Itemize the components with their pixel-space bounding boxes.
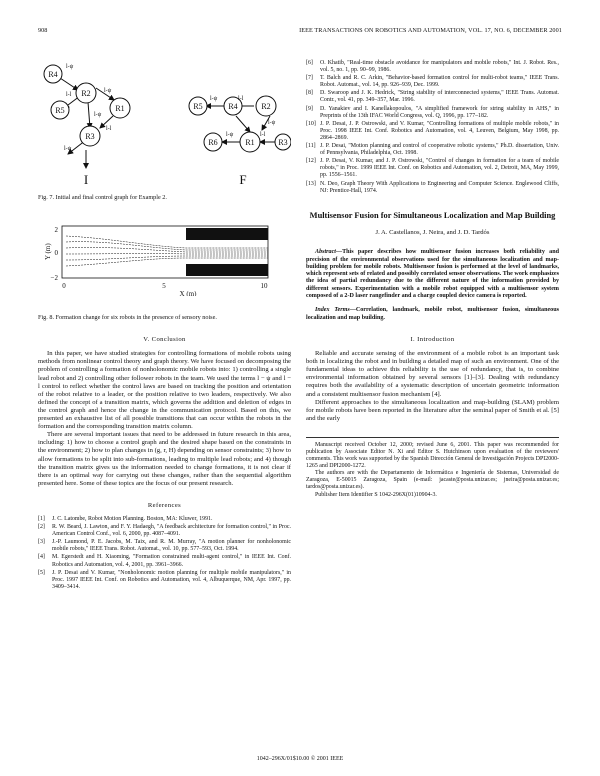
intro-paragraph: Different approaches to the simultaneous localization and map-building (SLAM) problem for mobile robots have been reported in the literature after the seminal paper of Smith et al. [5] and the early: [306, 398, 559, 422]
edge-label: l-ψ: [268, 120, 276, 126]
abstract-label: Abstract—: [315, 249, 343, 256]
x-tick-label: 5: [162, 282, 166, 291]
edge-label: l-ψ: [104, 88, 112, 94]
control-graph-figure: [38, 58, 291, 188]
node-label: R1: [115, 104, 125, 113]
node-label: R3: [278, 138, 288, 147]
formation-plot: [38, 220, 291, 296]
copyright-footer: 1042–296X/01$10.00 © 2001 IEEE: [256, 756, 344, 762]
reference-item: [11] J. P. Desai, "Motion planning and control of cooperative robotic systems," Ph.D. dissertation, Univ. of Pennsylvania, Philadelphia, Oct. 1998.: [306, 143, 559, 157]
conclusion-paragraph: There are several important issues that need to be addressed in future research in this area, including: 1) how to choose a control graph and the desired shape based on the constraints in the environment; 2) how to plan changes in (g, r, H) depending on sensor constraints; 3) how to allow formations to be split into sub-formations, leading to multiple lead robots; and 4) though the transition matrix gives us the information needed to change formations, it is not clear if there is an optimal way for carrying out these changes, rather than the sequential algorithm presented here. Some of these topics are the focus of our present research.: [38, 431, 291, 487]
edge-label: l-ψ: [210, 96, 218, 102]
node-label: R4: [48, 70, 58, 79]
reference-item: [12] J. P. Desai, V. Kumar, and J. P. Ostrowski, "Control of changes in formation for a team of mobile robots," in Proc. 1999 IEEE Int. Conf. on Robotics and Automation, vol. 2, Detroit, MA, May 1999, pp. 1556–1561.: [306, 158, 559, 179]
y-tick-label: −2: [50, 274, 58, 283]
node-label: R3: [85, 132, 95, 141]
reference-link[interactable]: J. C. Latombe, Robot Motion Planning. Boston, MA: Kluwer, 1991.: [52, 515, 213, 522]
reference-link[interactable]: M. Egerstedt and H. Xiaoming, "Formation constrained multi-agent control," in IEEE Int. Conf. Robotics and Automation, vol. 4, 2001, pp. 3961–3966.: [52, 554, 291, 568]
reference-item: [9] D. Yanakiev and I. Kanellakopoulos, "A simplified framework for string stability in AHS," in Preprints of the 13th IFAC World Congress, vol. Q, 1996, pp. 177–182.: [306, 105, 559, 119]
reference-item: [2] R. W. Beard, J. Lawton, and F. Y. Hadaegh, "A feedback architecture for formation control," in Proc. American Control Conf., vol. 6, 2000, pp. 4087–4091.: [38, 524, 291, 538]
node-label: R2: [261, 102, 271, 111]
reference-link[interactable]: D. Yanakiev and I. Kanellakopoulos, "A simplified framework for string stability in AHS," in Preprints of the 13th IFAC World Congress, vol. Q, 1996, pp. 177–182.: [320, 105, 559, 119]
index-terms-label: Index Terms—: [315, 307, 356, 314]
reference-link[interactable]: J. P. Desai, J. P. Ostrowski, and V. Kumar, "Controlling formations of multiple mobile robots," in Proc. 1998 IEEE Int. Conf. Robotics and Automation, vol. 4, Leuven, Belgium, May 1998, pp. 2864–2869.: [320, 120, 559, 141]
introduction-heading: I. Introduction: [410, 335, 455, 343]
node-label: R1: [245, 138, 255, 147]
edge-label: l-ψ: [64, 146, 72, 152]
reference-list-right: [306, 60, 559, 195]
x-tick-label: 10: [260, 282, 268, 291]
reference-item: [3] J.-P. Laumond, P. E. Jacobs, M. Taix, and R. M. Murray, "A motion planner for nonholonomic mobile robots," IEEE Trans. Robot. Automat., vol. 10, pp. 577–593, Oct. 1994.: [38, 539, 291, 553]
reference-link[interactable]: R. W. Beard, J. Lawton, and F. Y. Hadaegh, "A feedback architecture for formation control," in Proc. American Control Conf., vol. 6, 2000, pp. 4087–4091.: [52, 524, 291, 538]
reference-link[interactable]: T. Balch and R. C. Arkin, "Behavior-based formation control for multi-robot teams," IEEE Trans. Robot. Automat., vol. 14, pp. 926–939, Dec. 1999.: [320, 75, 559, 89]
edge-label: l-ψ: [94, 112, 102, 118]
paper-authors: J. A. Castellanos, J. Neira, and J. D. Tardós: [375, 229, 490, 237]
page-number: 908: [38, 27, 48, 34]
paper-title: Multisensor Fusion for Simultaneous Localization and Map Building: [309, 210, 556, 220]
edge-label: l-l: [106, 126, 112, 132]
reference-item: [13] N. Deo, Graph Theory With Applications to Engineering and Computer Science. Englewood Cliffs, NJ: Prentice-Hall, 1974.: [306, 180, 559, 194]
final-graph-label: F: [239, 172, 247, 187]
left-column: [38, 58, 291, 592]
node-label: R4: [228, 102, 238, 111]
reference-item: [6] O. Khatib, "Real-time obstacle avoidance for manipulators and mobile robots," Int. J. Robot. Res., vol. 5, no. 1, pp. 90–99, 1986.: [306, 60, 559, 74]
conclusion-paragraph: In this paper, we have studied strategies for controlling formations of mobile robots using methods from nonlinear control theory and graph theory. We have focused on decomposing the problem of controlling a formation of nonholonomic mobile robots into: 1) controlling a single lead robot and 2) controlling other follower robots in the team. We used the terms l − ψ and l − l control to reflect whether the control laws are based on tracking the position and orientation of the robot relative to a leader, or the position relative to two leaders, respectively. We also defined the concept of a transition matrix, which governs the addition and deletion of edges in the control graph and hence the change in the communication protocol. Based on this, we presented an exhaustive list of all possible transitions that can occur within the robots in the formation and the corresponding transition matrix column.: [38, 350, 291, 431]
manuscript-note: The authors are with the Departamento de Informática e Ingeniería de Sistemas, Universidad de Zaragoza, E-50015 Zaragoza, Spain (e-mail: jacaste@posta.unizar.es; jneira@posta.unizar.es; tardos@posta.unizar.es).: [306, 470, 559, 491]
intro-paragraph: Reliable and accurate sensing of the environment of a mobile robot is an important task both in localizing the robot and in building a detailed map of such an environment. One of the fundamental ideas to achieve this reliability is the use of redundancy, that is, to combine environmental information obtained by several sensors [1]–[3]. Dealing with redundancy requires both the availability of a systematic description of uncertain geometric information and a consistent multisensor fusion mechanism [4].: [306, 350, 559, 398]
reference-item: [8] D. Swaroop and J. K. Hedrick, "String stability of interconnected systems," IEEE Trans. Automat. Contr., vol. 41, pp. 349–357, Mar. 1996.: [306, 90, 559, 104]
reference-link[interactable]: J. P. Desai, V. Kumar, and J. P. Ostrowski, "Control of changes in formation for a team of mobile robots," in Proc. 1999 IEEE Int. Conf. on Robotics and Automation, vol. 2, Detroit, MA, May 1999, pp. 1556–1561.: [320, 158, 559, 179]
y-axis-label: Y (m): [44, 243, 52, 261]
index-terms: [306, 307, 559, 322]
abstract-text: This paper describes how multisensor fusion increases both reliability and precision of the environmental observations used for the simultaneous localization and map-building problem for mobile robots. Multisensor fusion is performed at the level of landmarks, which represent sets of related and possibly correlated sensor observations. The work emphasizes the idea of partial redundancy due to the different nature of the information provided by different sensors. Experimentation with a mobile robot equipped with a multisensor system composed of a 2-D laser rangefinder and a charge coupled device camera is reported.: [306, 249, 559, 300]
reference-item: [10] J. P. Desai, J. P. Ostrowski, and V. Kumar, "Controlling formations of multiple mobile robots," in Proc. 1998 IEEE Int. Conf. Robotics and Automation, vol. 4, Leuven, Belgium, May 1998, pp. 2864–2869.: [306, 120, 559, 141]
obstacle-top: [186, 228, 268, 240]
obstacle-bottom: [186, 264, 268, 276]
node-label: R6: [208, 138, 218, 147]
edge-label: l-ψ: [226, 132, 234, 138]
reference-item: [1] J. C. Latombe, Robot Motion Planning. Boston, MA: Kluwer, 1991.: [38, 516, 291, 523]
node-label: R5: [193, 102, 203, 111]
edge-label: l-l: [238, 96, 244, 102]
edge-label: l-l: [66, 92, 72, 98]
figure-8-caption: Fig. 8. Formation change for six robots in the presence of sensory noise.: [38, 314, 217, 322]
reference-link[interactable]: J. P. Desai and V. Kumar, "Nonholonomic motion planning for multiple mobile manipulators," in Proc. 1997 IEEE Int. Conf. on Robotics and Automation, vol. 4, Albuquerque, NM, Apr. 1997, pp. 3409–3414.: [52, 569, 291, 590]
manuscript-note: Publisher Item Identifier S 1042-296X(01)10904-3.: [315, 491, 437, 498]
reference-item: [4] M. Egerstedt and H. Xiaoming, "Formation constrained multi-agent control," in IEEE Int. Conf. Robotics and Automation, vol. 4, 2001, pp. 3961–3966.: [38, 554, 291, 568]
y-tick-label: 0: [54, 249, 58, 258]
manuscript-note: Manuscript received October 12, 2000; revised June 6, 2001. This paper was recommended for publication by Associate Editor N. Xi and Editor S. Hutchinson upon evaluation of the reviewers' comments. This work was supported by the Spanish Dirección General de Investigación Projects DPI2000-1265 and DPI2000-1272.: [306, 441, 559, 470]
figure-8: [38, 220, 291, 308]
manuscript-notes: [306, 437, 559, 499]
reference-item: [7] T. Balch and R. C. Arkin, "Behavior-based formation control for multi-robot teams," IEEE Trans. Robot. Automat., vol. 14, pp. 926–939, Dec. 1999.: [306, 75, 559, 89]
reference-link[interactable]: J.-P. Laumond, P. E. Jacobs, M. Taix, and R. M. Murray, "A motion planner for nonholonomic mobile robots," IEEE Trans. Robot. Automat., vol. 10, pp. 577–593, Oct. 1994.: [52, 539, 291, 553]
running-header: [38, 27, 562, 37]
index-terms-text: Correlation, landmark, mobile robot, multisensor fusion, simultaneous localization and map building.: [306, 307, 559, 321]
figure-7-caption: Fig. 7. Initial and final control graph for Example 2.: [38, 194, 167, 201]
x-axis-label: X (m): [179, 290, 197, 297]
references-heading: References: [147, 501, 182, 509]
reference-link[interactable]: O. Khatib, "Real-time obstacle avoidance for manipulators and mobile robots," Int. J. Robot. Res., vol. 5, no. 1, pp. 90–99, 1986.: [320, 60, 559, 74]
node-label: R5: [55, 106, 65, 115]
x-tick-label: 0: [62, 282, 66, 291]
reference-link[interactable]: N. Deo, Graph Theory With Applications to Engineering and Computer Science. Englewood Cliffs, NJ: Prentice-Hall, 1974.: [320, 180, 559, 194]
edge-label: l-ψ: [66, 64, 74, 70]
y-tick-label: 2: [54, 226, 58, 235]
node-label: R2: [81, 89, 91, 98]
initial-graph-label: I: [83, 172, 89, 187]
reference-link[interactable]: J. P. Desai, "Motion planning and control of cooperative robotic systems," Ph.D. dissertation, Univ. of Pennsylvania, Philadelphia, Oct. 1998.: [320, 143, 559, 157]
right-column: [306, 58, 559, 499]
edge-label: l-l: [260, 132, 266, 138]
conclusion-heading: V. Conclusion: [143, 336, 186, 344]
reference-link[interactable]: D. Swaroop and J. K. Hedrick, "String stability of interconnected systems," IEEE Trans. Automat. Contr., vol. 41, pp. 349–357, Mar. 1996.: [320, 90, 559, 104]
abstract: [306, 249, 559, 300]
figure-7: [38, 58, 291, 188]
reference-item: [5] J. P. Desai and V. Kumar, "Nonholonomic motion planning for multiple mobile manipulators," in Proc. 1997 IEEE Int. Conf. on Robotics and Automation, vol. 4, Albuquerque, NM, Apr. 1997, pp. 3409–3414.: [38, 569, 291, 590]
journal-title: IEEE TRANSACTIONS ON ROBOTICS AND AUTOMATION, VOL. 17, NO. 6, DECEMBER 2001: [299, 27, 562, 34]
reference-list-left: [38, 516, 291, 591]
